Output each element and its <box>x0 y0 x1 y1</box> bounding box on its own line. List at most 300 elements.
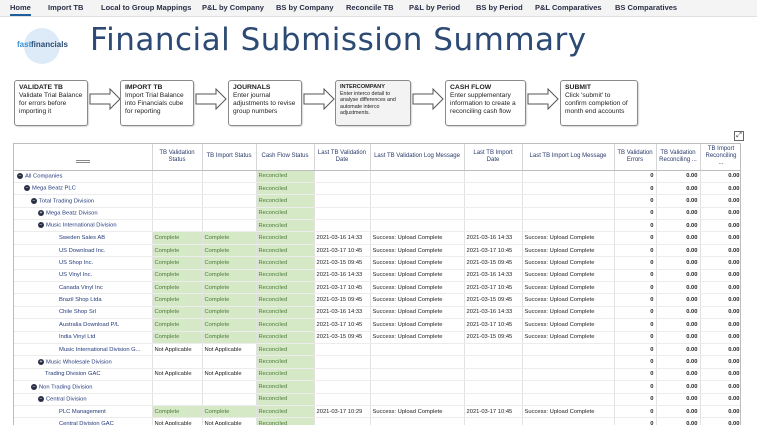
validation-reconciling-cell: 0.00 <box>656 195 700 207</box>
tab-pl-by-company[interactable]: P&L by Company <box>202 3 264 12</box>
table-row[interactable] <box>14 257 741 269</box>
validation-log-cell: Success: Upload Complete <box>370 257 464 269</box>
column-header[interactable]: TB Validation Status <box>152 144 202 170</box>
validation-reconciling-cell: 0.00 <box>656 368 700 380</box>
import-date-cell: 2021-03-15 09:45 <box>464 331 522 343</box>
table-row[interactable] <box>14 232 741 244</box>
import-date-cell <box>464 393 522 405</box>
column-header[interactable]: Last TB Import Log Message <box>522 144 614 170</box>
column-header[interactable]: TB Validation Reconciling ... <box>656 144 700 170</box>
row-header-column[interactable] <box>14 144 152 170</box>
import-reconciling-cell: 0.00 <box>700 306 741 318</box>
tb-import-status-cell: Not Applicable <box>202 343 256 355</box>
validation-reconciling-cell: 0.00 <box>656 170 700 182</box>
step-cash-flow[interactable] <box>445 80 526 126</box>
cash-flow-status-cell: Reconciled <box>256 257 314 269</box>
row-label: Sweden Sales AB <box>59 235 106 242</box>
import-reconciling-cell: 0.00 <box>700 368 741 380</box>
tb-validation-status-cell: Complete <box>152 331 202 343</box>
row-label-cell[interactable] <box>14 244 152 256</box>
row-label: Music International Division <box>46 223 117 230</box>
validation-errors-cell: 0 <box>614 182 656 194</box>
validation-errors-cell: 0 <box>614 319 656 331</box>
import-reconciling-cell: 0.00 <box>700 182 741 194</box>
step-title: SUBMIT <box>565 84 592 91</box>
expand-icon[interactable]: + <box>39 210 43 217</box>
validation-date-cell <box>314 368 370 380</box>
import-log-cell <box>522 393 614 405</box>
step-submit[interactable] <box>560 80 638 126</box>
tab-import-tb[interactable]: Import TB <box>48 3 84 12</box>
validation-date-cell <box>314 343 370 355</box>
validation-date-cell <box>314 381 370 393</box>
cash-flow-status-cell: Reconciled <box>256 207 314 219</box>
row-label: Mega Beatz PLC <box>32 185 76 192</box>
validation-reconciling-cell: 0.00 <box>656 356 700 368</box>
import-date-cell <box>464 343 522 355</box>
cash-flow-status-cell: Reconciled <box>256 232 314 244</box>
import-date-cell <box>464 170 522 182</box>
row-label-cell[interactable] <box>14 232 152 244</box>
import-log-cell <box>522 368 614 380</box>
row-label: Music Wholesale Division <box>46 359 112 366</box>
tb-import-status-cell: Complete <box>202 331 256 343</box>
validation-date-cell <box>314 393 370 405</box>
row-label: US Download Inc. <box>59 247 106 254</box>
validation-log-cell: Success: Upload Complete <box>370 232 464 244</box>
import-log-cell <box>522 195 614 207</box>
step-body: Enter supplementary information to create a reconciling cash flow <box>450 92 516 115</box>
collapse-icon[interactable]: − <box>32 383 36 390</box>
import-date-cell: 2021-03-15 09:45 <box>464 294 522 306</box>
validation-date-cell <box>314 170 370 182</box>
maximize-icon[interactable]: ⤢ <box>734 131 744 141</box>
validation-reconciling-cell: 0.00 <box>656 331 700 343</box>
validation-reconciling-cell: 0.00 <box>656 257 700 269</box>
import-reconciling-cell: 0.00 <box>700 207 741 219</box>
row-label: Brazil Shop Ltda <box>59 297 102 304</box>
step-body: Click 'submit' to confirm completion of month end accounts <box>565 92 628 115</box>
cash-flow-status-cell: Reconciled <box>256 282 314 294</box>
tab-bs-by-company[interactable]: BS by Company <box>276 3 334 12</box>
table-row[interactable] <box>14 282 741 294</box>
import-log-cell <box>522 170 614 182</box>
validation-log-cell <box>370 195 464 207</box>
table-row[interactable] <box>14 182 741 194</box>
row-label-cell[interactable] <box>14 319 152 331</box>
row-label-cell[interactable] <box>14 405 152 417</box>
tb-validation-status-cell: Complete <box>152 257 202 269</box>
collapse-icon[interactable]: − <box>39 222 43 229</box>
validation-errors-cell: 0 <box>614 356 656 368</box>
row-label-cell[interactable] <box>14 331 152 343</box>
validation-date-cell <box>314 195 370 207</box>
validation-reconciling-cell: 0.00 <box>656 294 700 306</box>
import-reconciling-cell: 0.00 <box>700 393 741 405</box>
import-date-cell <box>464 368 522 380</box>
cash-flow-status-cell: Reconciled <box>256 331 314 343</box>
arrow-right-icon <box>89 88 121 110</box>
validation-log-cell <box>370 170 464 182</box>
import-log-cell: Success: Upload Complete <box>522 294 614 306</box>
import-reconciling-cell: 0.00 <box>700 405 741 417</box>
import-date-cell <box>464 182 522 194</box>
column-header[interactable]: Last TB Validation Date <box>314 144 370 170</box>
step-body: Validate Trial Balance for errors before importing it <box>19 92 83 115</box>
import-date-cell: 2021-03-17 10:45 <box>464 244 522 256</box>
validation-date-cell: 2021-03-17 10:29 <box>314 405 370 417</box>
import-date-cell <box>464 207 522 219</box>
step-title: CASH FLOW <box>450 84 492 91</box>
row-label-cell[interactable] <box>14 257 152 269</box>
row-label-cell[interactable] <box>14 368 152 380</box>
import-date-cell: 2021-03-17 10:45 <box>464 319 522 331</box>
tb-validation-status-cell: Not Applicable <box>152 418 202 425</box>
validation-reconciling-cell: 0.00 <box>656 343 700 355</box>
validation-errors-cell: 0 <box>614 343 656 355</box>
validation-log-cell <box>370 207 464 219</box>
row-label: Trading Division GAC <box>45 371 101 378</box>
row-label-cell[interactable] <box>14 356 152 368</box>
validation-date-cell: 2021-03-15 09:45 <box>314 294 370 306</box>
tab-pl-by-period[interactable]: P&L by Period <box>409 3 461 12</box>
row-label: Central Division GAC <box>59 421 114 425</box>
import-reconciling-cell: 0.00 <box>700 170 741 182</box>
tb-validation-status-cell: Complete <box>152 232 202 244</box>
column-header[interactable]: Cash Flow Status <box>256 144 314 170</box>
tb-validation-status-cell <box>152 207 202 219</box>
validation-errors-cell: 0 <box>614 170 656 182</box>
step-title: IMPORT TB <box>125 84 163 91</box>
cash-flow-status-cell: Reconciled <box>256 368 314 380</box>
import-date-cell: 2021-03-16 14:33 <box>464 232 522 244</box>
step-title: JOURNALS <box>233 84 271 91</box>
cash-flow-status-cell: Reconciled <box>256 381 314 393</box>
tb-validation-status-cell: Complete <box>152 405 202 417</box>
table-row[interactable] <box>14 418 741 425</box>
tb-validation-status-cell: Not Applicable <box>152 368 202 380</box>
row-label: US Shop Inc. <box>59 259 94 266</box>
step-title: INTERCOMPANY <box>340 84 385 90</box>
validation-reconciling-cell: 0.00 <box>656 306 700 318</box>
cash-flow-status-cell: Reconciled <box>256 182 314 194</box>
tb-validation-status-cell: Complete <box>152 319 202 331</box>
step-intercompany[interactable] <box>335 80 411 126</box>
row-label-cell[interactable] <box>14 207 152 219</box>
column-header[interactable]: Last TB Import Date <box>464 144 522 170</box>
cash-flow-status-cell: Reconciled <box>256 319 314 331</box>
tb-import-status-cell <box>202 207 256 219</box>
step-validate-tb[interactable] <box>14 80 88 126</box>
validation-log-cell <box>370 393 464 405</box>
tab-bs-comparatives[interactable]: BS Comparatives <box>615 3 678 12</box>
row-label: Chile Shop Srl <box>59 309 97 316</box>
import-reconciling-cell: 0.00 <box>700 418 741 425</box>
validation-errors-cell: 0 <box>614 331 656 343</box>
column-header[interactable]: TB Import Reconciling ... <box>700 144 741 170</box>
validation-errors-cell: 0 <box>614 393 656 405</box>
tb-validation-status-cell: Complete <box>152 244 202 256</box>
tb-validation-status-cell <box>152 393 202 405</box>
table-row[interactable] <box>14 269 741 281</box>
tb-import-status-cell: Complete <box>202 257 256 269</box>
table-row[interactable] <box>14 220 741 232</box>
table-row[interactable] <box>14 244 741 256</box>
row-label: India Vinyl Ltd <box>59 334 96 341</box>
arrow-right-icon <box>527 88 559 110</box>
row-label-cell[interactable] <box>14 195 152 207</box>
tb-import-status-cell <box>202 195 256 207</box>
tb-import-status-cell <box>202 381 256 393</box>
validation-errors-cell: 0 <box>614 282 656 294</box>
drag-handle-icon[interactable] <box>76 160 90 163</box>
step-title: VALIDATE TB <box>19 84 63 91</box>
import-reconciling-cell: 0.00 <box>700 331 741 343</box>
table-row[interactable] <box>14 207 741 219</box>
import-log-cell <box>522 356 614 368</box>
company-logo <box>14 27 68 65</box>
import-date-cell: 2021-03-15 09:45 <box>464 257 522 269</box>
table-row[interactable] <box>14 319 741 331</box>
step-import-tb[interactable] <box>120 80 194 126</box>
tb-validation-status-cell: Complete <box>152 294 202 306</box>
validation-reconciling-cell: 0.00 <box>656 182 700 194</box>
import-date-cell <box>464 381 522 393</box>
tb-validation-status-cell <box>152 356 202 368</box>
import-reconciling-cell: 0.00 <box>700 282 741 294</box>
import-reconciling-cell: 0.00 <box>700 220 741 232</box>
row-label-cell[interactable] <box>14 294 152 306</box>
validation-reconciling-cell: 0.00 <box>656 220 700 232</box>
tb-import-status-cell: Complete <box>202 319 256 331</box>
table-row[interactable] <box>14 405 741 417</box>
cash-flow-status-cell: Reconciled <box>256 343 314 355</box>
row-label: Total Trading Division <box>39 198 95 205</box>
arrow-right-icon <box>412 88 444 110</box>
validation-log-cell: Success: Upload Complete <box>370 269 464 281</box>
column-header[interactable]: TB Import Status <box>202 144 256 170</box>
validation-reconciling-cell: 0.00 <box>656 381 700 393</box>
validation-reconciling-cell: 0.00 <box>656 405 700 417</box>
validation-date-cell <box>314 182 370 194</box>
validation-errors-cell: 0 <box>614 269 656 281</box>
import-reconciling-cell: 0.00 <box>700 195 741 207</box>
row-label-cell[interactable] <box>14 306 152 318</box>
validation-log-cell: Success: Upload Complete <box>370 282 464 294</box>
table-row[interactable] <box>14 356 741 368</box>
cash-flow-status-cell: Reconciled <box>256 306 314 318</box>
validation-date-cell: 2021-03-17 10:45 <box>314 319 370 331</box>
validation-date-cell: 2021-03-16 14:33 <box>314 306 370 318</box>
row-label: PLC Management <box>59 408 106 415</box>
column-header[interactable]: TB Validation Errors <box>614 144 656 170</box>
import-date-cell: 2021-03-16 14:33 <box>464 269 522 281</box>
validation-date-cell <box>314 220 370 232</box>
expand-icon[interactable]: + <box>39 358 43 365</box>
cash-flow-status-cell: Reconciled <box>256 418 314 425</box>
import-reconciling-cell: 0.00 <box>700 244 741 256</box>
tab-local-to-group-mappings[interactable]: Local to Group Mappings <box>101 3 192 12</box>
row-label-cell[interactable] <box>14 381 152 393</box>
import-reconciling-cell: 0.00 <box>700 294 741 306</box>
validation-date-cell <box>314 207 370 219</box>
row-label: US Vinyl Inc. <box>59 272 93 279</box>
table-row[interactable] <box>14 170 741 182</box>
row-label: Music International Division G... <box>59 346 141 353</box>
validation-date-cell <box>314 418 370 425</box>
import-date-cell: 2021-03-17 10:45 <box>464 405 522 417</box>
validation-date-cell: 2021-03-16 14:33 <box>314 232 370 244</box>
table-row[interactable] <box>14 331 741 343</box>
cash-flow-status-cell: Reconciled <box>256 405 314 417</box>
validation-log-cell: Success: Upload Complete <box>370 405 464 417</box>
row-label: Australia Download P/L <box>59 321 120 328</box>
tb-import-status-cell: Complete <box>202 232 256 244</box>
validation-log-cell <box>370 381 464 393</box>
import-date-cell <box>464 220 522 232</box>
import-date-cell: 2021-03-17 10:45 <box>464 282 522 294</box>
import-log-cell: Success: Upload Complete <box>522 282 614 294</box>
import-log-cell <box>522 343 614 355</box>
row-label-cell[interactable] <box>14 393 152 405</box>
tb-import-status-cell: Not Applicable <box>202 418 256 425</box>
validation-errors-cell: 0 <box>614 294 656 306</box>
validation-log-cell: Success: Upload Complete <box>370 331 464 343</box>
validation-log-cell <box>370 220 464 232</box>
tb-import-status-cell: Complete <box>202 282 256 294</box>
grid-header-row <box>14 144 741 170</box>
validation-log-cell <box>370 356 464 368</box>
validation-reconciling-cell: 0.00 <box>656 207 700 219</box>
validation-log-cell <box>370 418 464 425</box>
tb-import-status-cell: Complete <box>202 405 256 417</box>
page-title: Financial Submission Summary <box>90 22 587 58</box>
validation-date-cell: 2021-03-17 10:45 <box>314 282 370 294</box>
import-reconciling-cell: 0.00 <box>700 319 741 331</box>
validation-reconciling-cell: 0.00 <box>656 232 700 244</box>
row-label-cell[interactable] <box>14 182 152 194</box>
import-log-cell: Success: Upload Complete <box>522 306 614 318</box>
logo-text-financials: financials <box>31 40 68 49</box>
table-row[interactable] <box>14 381 741 393</box>
validation-errors-cell: 0 <box>614 418 656 425</box>
tab-home[interactable]: Home <box>10 3 31 16</box>
import-log-cell <box>522 220 614 232</box>
collapse-icon[interactable]: − <box>18 172 22 179</box>
cash-flow-status-cell: Reconciled <box>256 356 314 368</box>
import-log-cell: Success: Upload Complete <box>522 244 614 256</box>
tb-validation-status-cell: Complete <box>152 282 202 294</box>
validation-errors-cell: 0 <box>614 232 656 244</box>
tb-validation-status-cell <box>152 195 202 207</box>
row-label: Central Division <box>46 396 87 403</box>
row-label-cell[interactable] <box>14 282 152 294</box>
tb-import-status-cell <box>202 182 256 194</box>
step-journals[interactable] <box>228 80 302 126</box>
cash-flow-status-cell: Reconciled <box>256 393 314 405</box>
tb-validation-status-cell <box>152 220 202 232</box>
table-row[interactable] <box>14 368 741 380</box>
tb-import-status-cell <box>202 170 256 182</box>
row-label-cell[interactable] <box>14 269 152 281</box>
row-label: All Companies <box>25 173 63 180</box>
import-log-cell: Success: Upload Complete <box>522 331 614 343</box>
tab-pl-comparatives[interactable]: P&L Comparatives <box>535 3 602 12</box>
arrow-right-icon <box>303 88 335 110</box>
row-label-cell[interactable] <box>14 220 152 232</box>
import-log-cell <box>522 381 614 393</box>
cash-flow-status-cell: Reconciled <box>256 269 314 281</box>
validation-date-cell <box>314 356 370 368</box>
import-date-cell <box>464 356 522 368</box>
row-label-cell[interactable] <box>14 418 152 425</box>
tb-import-status-cell <box>202 356 256 368</box>
tb-validation-status-cell <box>152 170 202 182</box>
row-label: Mega Beatz Divison <box>46 210 98 217</box>
cash-flow-status-cell: Reconciled <box>256 220 314 232</box>
validation-log-cell <box>370 368 464 380</box>
import-reconciling-cell: 0.00 <box>700 381 741 393</box>
tb-validation-status-cell <box>152 381 202 393</box>
tb-import-status-cell: Complete <box>202 294 256 306</box>
tab-reconcile-tb[interactable]: Reconcile TB <box>346 3 394 12</box>
table-row[interactable] <box>14 393 741 405</box>
table-row[interactable] <box>14 195 741 207</box>
validation-reconciling-cell: 0.00 <box>656 244 700 256</box>
import-log-cell: Success: Upload Complete <box>522 405 614 417</box>
tb-validation-status-cell <box>152 182 202 194</box>
column-header[interactable]: Last TB Validation Log Message <box>370 144 464 170</box>
import-log-cell: Success: Upload Complete <box>522 232 614 244</box>
collapse-icon[interactable]: − <box>39 395 43 402</box>
validation-errors-cell: 0 <box>614 195 656 207</box>
table-row[interactable] <box>14 294 741 306</box>
step-body: Enter journal adjustments to revise group numbers <box>233 92 296 115</box>
collapse-icon[interactable]: − <box>32 197 36 204</box>
import-log-cell <box>522 182 614 194</box>
validation-errors-cell: 0 <box>614 306 656 318</box>
tb-import-status-cell: Complete <box>202 306 256 318</box>
table-row[interactable] <box>14 343 741 355</box>
import-reconciling-cell: 0.00 <box>700 343 741 355</box>
step-body: Enter interco detail to analyse differences and automate interco adjustments. <box>340 90 396 117</box>
collapse-icon[interactable]: − <box>25 185 29 192</box>
top-nav <box>0 0 757 17</box>
row-label-cell[interactable] <box>14 343 152 355</box>
validation-date-cell: 2021-03-15 09:45 <box>314 257 370 269</box>
validation-log-cell <box>370 343 464 355</box>
validation-reconciling-cell: 0.00 <box>656 319 700 331</box>
cash-flow-status-cell: Reconciled <box>256 195 314 207</box>
row-label-cell[interactable] <box>14 170 152 182</box>
cash-flow-status-cell: Reconciled <box>256 170 314 182</box>
tb-validation-status-cell: Not Applicable <box>152 343 202 355</box>
tb-import-status-cell: Complete <box>202 244 256 256</box>
validation-reconciling-cell: 0.00 <box>656 282 700 294</box>
import-date-cell <box>464 195 522 207</box>
import-log-cell: Success: Upload Complete <box>522 269 614 281</box>
import-reconciling-cell: 0.00 <box>700 356 741 368</box>
row-label: Non Trading Division <box>39 384 93 391</box>
validation-log-cell: Success: Upload Complete <box>370 306 464 318</box>
validation-reconciling-cell: 0.00 <box>656 418 700 425</box>
table-row[interactable] <box>14 306 741 318</box>
tab-bs-by-period[interactable]: BS by Period <box>476 3 523 12</box>
arrow-right-icon <box>195 88 227 110</box>
import-reconciling-cell: 0.00 <box>700 269 741 281</box>
import-date-cell: 2021-03-16 14:33 <box>464 306 522 318</box>
import-reconciling-cell: 0.00 <box>700 257 741 269</box>
